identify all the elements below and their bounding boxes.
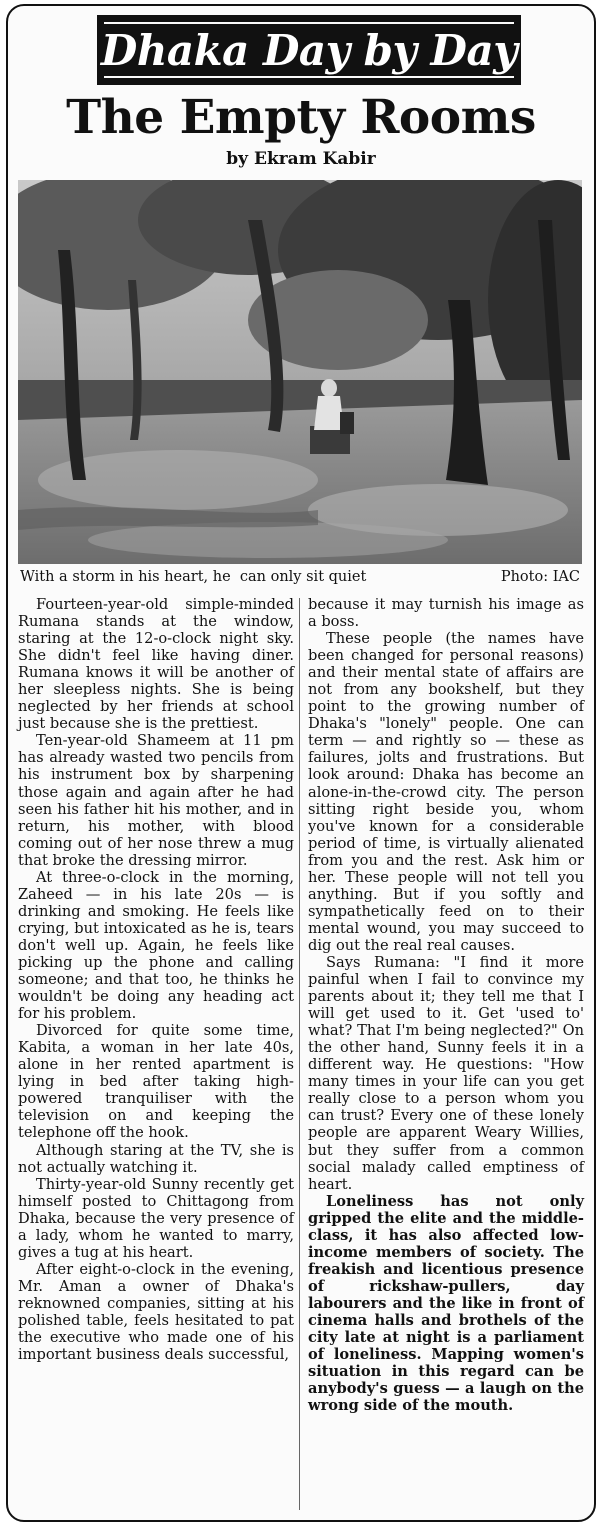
paragraph: Although staring at the TV, she is not actually watching it. (18, 1141, 294, 1176)
masthead-title: Dhaka Day by Day (100, 25, 518, 75)
paragraph: Ten-year-old Shameem at 11 pm has already wasted two pencils from his instrument box by sharpening those again and again after he had seen his father hit his mother, and in return, his mother, with blood coming out of her nose threw a mug that broke the dressing mirror. (18, 732, 294, 869)
paragraph: Divorced for quite some time, Kabita, a woman in her late 40s, alone in her rented apartment is lying in bed after taking high-powered tranquiliser with the television on and keeping the telephone off the hook. (18, 1022, 294, 1142)
paragraph: Fourteen-year-old simple-minded Rumana stands at the window, staring at the 12-o-clock night sky. She didn't feel like having diner. Rumana knows it will be another of her sleepless nights. She is being neglected by her friends at school just because she is the prettiest. (18, 596, 294, 733)
headline: The Empty Rooms (66, 90, 536, 145)
article-column-right (308, 596, 584, 1414)
paragraph: After eight-o-clock in the evening, Mr. Aman a owner of Dhaka's reknowned companies, sitting at his polished table, feels hesitated to pat the executive who made one of his important business deals successful, (18, 1260, 294, 1364)
paragraph: At three-o-clock in the morning, Zaheed — in his late 20s — is drinking and smoking. He feels like crying, but intoxicated as he is, tears don't well up. Again, he feels like picking up the phone and calling someone; and that too, he thinks he wouldn't be doing any heading act for his problem. (18, 868, 294, 1023)
article-photo (18, 180, 582, 564)
byline: by Ekram Kabir (226, 149, 376, 169)
newspaper-clipping (6, 4, 596, 1522)
photo-caption: With a storm in his heart, he can only sit quiet (20, 569, 367, 585)
paragraph: Says Rumana: "I find it more painful when I fail to convince my parents about it; they tell me that I will get used to it. Get 'used to' what? That I'm being neglected?" On the other hand, Sunny feels it in a different way. He questions: "How many times in your life can you get really close to a person whom you can trust? Every one of these lonely people are apparent Weary Willies, but they suffer from a common social malady called emptiness of heart. (308, 953, 584, 1193)
paragraph: Thirty-year-old Sunny recently get himself posted to Chittagong from Dhaka, because the very presence of a lady, whom he wanted to marry, gives a tug at his heart. (18, 1175, 294, 1261)
column-divider (299, 598, 300, 1510)
photo-credit: Photo: IAC (500, 569, 580, 585)
paragraph: Loneliness has not only gripped the elite and the middle-class, it has also affected low-income members of society. The freakish and licentious presence of rickshaw-pullers, day labourers and the like in front of cinema halls and brothels of the city late at night is a parliament of loneliness. Mapping women's situation in this regard can be anybody's guess — a laugh on the wrong side of the mouth. (308, 1192, 584, 1415)
paragraph: These people (the names have been changed for personal reasons) and their mental state of affairs are not from any bookshelf, but they point to the growing number of Dhaka's "lonely" people. One can term — and rightly so — these as failures, jolts and frustrations. But look around: Dhaka has become an alone-in-the-crowd city. The person sitting right beside you, whom you've known for a considerable period of time, is virtually alienated from you and the rest. Ask him or her. These people will not tell you anything. But if you softly and sympathetically feed on to their mental wound, you may succeed to dig out the real real causes. (308, 630, 584, 954)
article-column-left (18, 596, 294, 1363)
photo-image (18, 180, 582, 564)
paragraph: because it may turnish his image as a boss. (308, 596, 584, 631)
masthead-banner (97, 15, 521, 85)
